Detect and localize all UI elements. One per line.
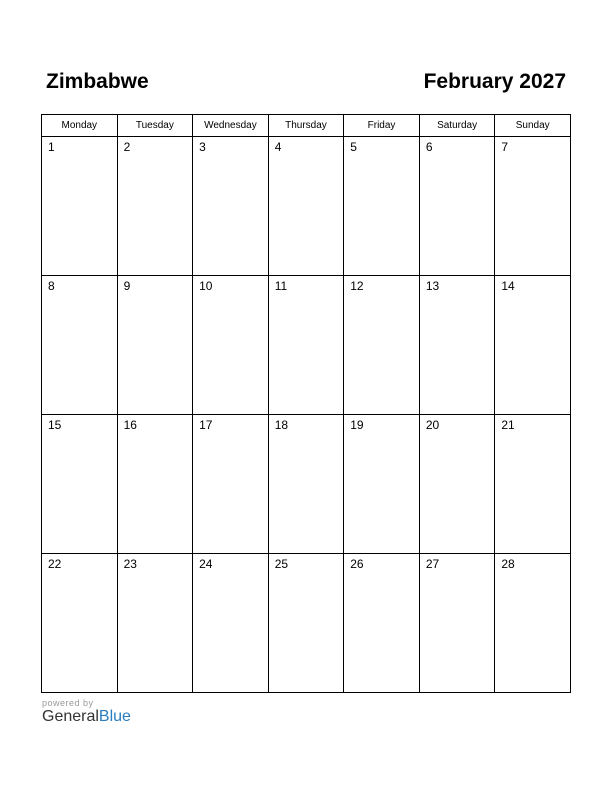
- week-row: [42, 415, 571, 554]
- day-number: 17: [199, 418, 213, 432]
- day-number: 23: [123, 557, 137, 571]
- day-number: 28: [501, 557, 515, 571]
- day-number: 27: [425, 557, 440, 571]
- day-number: 16: [123, 418, 137, 432]
- weekday-friday: Friday: [344, 115, 420, 137]
- day-cell: [42, 554, 118, 693]
- day-cell: [495, 276, 571, 415]
- day-number: 11: [274, 279, 288, 293]
- day-cell: [419, 415, 495, 554]
- brand-name-general: General: [42, 708, 99, 725]
- day-number: 19: [350, 418, 364, 432]
- weekday-saturday: Saturday: [419, 115, 495, 137]
- day-cell: [495, 415, 571, 554]
- day-number: 4: [274, 140, 282, 154]
- day-cell: [268, 415, 344, 554]
- day-cell: [268, 276, 344, 415]
- country-title: Zimbabwe: [46, 70, 149, 93]
- day-number: 13: [425, 279, 440, 293]
- day-number: 3: [199, 140, 206, 154]
- day-cell: [117, 554, 193, 693]
- day-cell: [419, 276, 495, 415]
- day-cell: [193, 554, 269, 693]
- day-cell: [42, 415, 118, 554]
- footer-branding: [42, 698, 131, 726]
- weekday-sunday: Sunday: [495, 115, 571, 137]
- day-number: 24: [199, 557, 213, 571]
- day-cell: [42, 276, 118, 415]
- calendar-header: [46, 70, 566, 100]
- day-cell: [495, 137, 571, 276]
- brand-name-blue: Blue: [98, 708, 131, 725]
- day-number: 25: [274, 557, 289, 571]
- week-row: [42, 137, 571, 276]
- day-number: 8: [48, 279, 55, 293]
- day-number: 2: [123, 140, 131, 154]
- day-number: 18: [274, 418, 289, 432]
- brand-logo[interactable]: [42, 708, 131, 726]
- day-number: 5: [350, 140, 357, 154]
- day-cell: [42, 137, 118, 276]
- day-cell: [419, 554, 495, 693]
- weekday-thursday: Thursday: [268, 115, 344, 137]
- day-cell: [193, 276, 269, 415]
- day-number: 12: [350, 279, 364, 293]
- powered-by-text: powered by: [42, 698, 94, 708]
- day-cell: [193, 137, 269, 276]
- weekday-header-row: [42, 115, 571, 137]
- day-number: 15: [48, 418, 62, 432]
- day-cell: [344, 415, 420, 554]
- day-number: 7: [501, 140, 509, 154]
- day-number: 14: [501, 279, 515, 293]
- month-year-title: February 2027: [423, 70, 566, 93]
- week-row: [42, 554, 571, 693]
- weekday-monday: Monday: [42, 115, 118, 137]
- calendar-grid: [41, 114, 571, 693]
- day-number: 26: [350, 557, 364, 571]
- day-number: 9: [123, 279, 131, 293]
- weekday-wednesday: Wednesday: [193, 115, 269, 137]
- week-row: [42, 276, 571, 415]
- day-number: 20: [425, 418, 440, 432]
- day-cell: [117, 276, 193, 415]
- day-cell: [344, 554, 420, 693]
- day-number: 21: [501, 418, 515, 432]
- day-cell: [193, 415, 269, 554]
- day-cell: [268, 554, 344, 693]
- day-number: 6: [425, 140, 433, 154]
- day-cell: [268, 137, 344, 276]
- day-cell: [495, 554, 571, 693]
- weekday-tuesday: Tuesday: [117, 115, 193, 137]
- day-number: 22: [48, 557, 62, 571]
- day-cell: [419, 137, 495, 276]
- day-cell: [344, 276, 420, 415]
- day-cell: [117, 137, 193, 276]
- day-cell: [117, 415, 193, 554]
- day-cell: [344, 137, 420, 276]
- day-number: 10: [199, 279, 213, 293]
- day-number: 1: [48, 140, 55, 154]
